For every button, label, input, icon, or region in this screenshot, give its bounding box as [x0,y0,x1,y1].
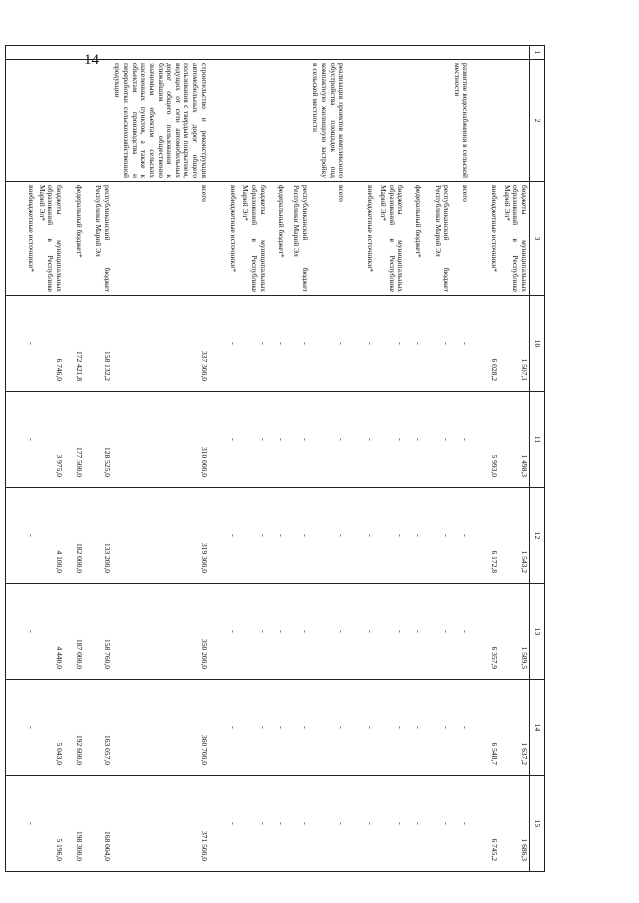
cell-value: 1 637,2 [500,680,530,776]
cell-col-1 [6,46,36,60]
cell-value: - [451,488,477,584]
cell-source: федеральный бюджет* [405,182,423,296]
cell-col-1 [405,46,423,60]
cell-source: республиканский бюджет Республики Марий Эл [286,182,310,296]
cell-value: 3 975,0 [36,392,64,488]
cell-col-1 [238,46,268,60]
cell-source: федеральный бюджет* [268,182,286,296]
cell-value: - [405,488,423,584]
cell-value: - [451,584,477,680]
cell-value: - [6,776,36,872]
table-row [64,46,84,872]
cell-value: - [268,488,286,584]
cell-measure [500,60,530,182]
cell-value: 5 043,0 [36,680,64,776]
cell-value: - [286,296,310,392]
cell-value: - [216,680,238,776]
page-number: 14 [84,52,99,68]
cell-value: - [405,680,423,776]
cell-value: 172 421,8 [64,296,84,392]
cell-value: - [423,680,451,776]
budget-table-rotated [26,45,545,871]
cell-value: 198 300,0 [64,776,84,872]
cell-col-1 [216,46,238,60]
cell-col-1 [286,46,310,60]
cell-value: - [353,296,375,392]
cell-measure: развитие водоснабжения в сельской местности [451,60,477,182]
cell-value: 360 700,0 [112,680,216,776]
cell-value: - [375,392,405,488]
cell-source: всего [451,182,477,296]
header-col-2: 2 [530,60,545,182]
cell-value: 371 500,0 [112,776,216,872]
cell-source: внебюджетные источники* [353,182,375,296]
cell-value: - [238,392,268,488]
cell-value: - [6,392,36,488]
cell-value: 1 507,1 [500,296,530,392]
cell-measure [353,60,375,182]
cell-value: - [375,488,405,584]
table-row [423,46,451,872]
cell-measure [478,60,500,182]
cell-measure [84,60,112,182]
cell-value: 182 000,0 [64,488,84,584]
cell-value: - [238,776,268,872]
cell-value: 6 172,8 [478,488,500,584]
header-col-11: 11 [530,392,545,488]
cell-value: - [238,488,268,584]
cell-value: 1 686,3 [500,776,530,872]
cell-value: - [353,776,375,872]
cell-source: республиканский бюджет Республики Марий Эл [84,182,112,296]
cell-value: - [423,296,451,392]
cell-value: - [6,488,36,584]
header-col-15: 15 [530,776,545,872]
cell-value: 319 300,0 [112,488,216,584]
cell-value: 163 057,0 [84,680,112,776]
budget-table [5,45,545,872]
table-row [405,46,423,872]
table-row [310,46,354,872]
cell-measure [216,60,238,182]
cell-value: - [423,392,451,488]
cell-value: 1 543,2 [500,488,530,584]
cell-value: - [238,680,268,776]
cell-value: - [268,680,286,776]
cell-col-1 [353,46,375,60]
cell-value: 133 200,0 [84,488,112,584]
header-col-14: 14 [530,680,545,776]
cell-source: всего [112,182,216,296]
cell-value: - [405,776,423,872]
table-row [451,46,477,872]
header-col-10: 10 [530,296,545,392]
cell-value: - [268,296,286,392]
cell-value: 1 498,3 [500,392,530,488]
cell-value: - [353,584,375,680]
cell-value: - [423,776,451,872]
cell-col-1 [310,46,354,60]
cell-value: - [405,392,423,488]
cell-col-1 [375,46,405,60]
table-row [36,46,64,872]
cell-value: - [268,392,286,488]
table-row [112,46,216,872]
cell-measure [6,60,36,182]
cell-col-1 [36,46,64,60]
cell-value: 6 028,2 [478,296,500,392]
cell-source: федеральный бюджет* [64,182,84,296]
cell-value: - [375,584,405,680]
cell-measure [423,60,451,182]
header-col-1: 1 [530,46,545,60]
cell-value: 192 600,0 [64,680,84,776]
cell-measure [375,60,405,182]
cell-measure: реализация проектов комплексного обустройства площадок под компактную жилищную застройку в сельской местности [310,60,354,182]
header-row [530,46,545,872]
cell-value: 310 000,0 [112,392,216,488]
cell-source: республиканский бюджет Республики Марий Эл [423,182,451,296]
header-col-13: 13 [530,584,545,680]
cell-value: - [6,296,36,392]
cell-value: - [405,584,423,680]
cell-value: 158 760,0 [84,584,112,680]
cell-value: - [375,776,405,872]
cell-value: 350 200,0 [112,584,216,680]
cell-value: - [310,680,354,776]
cell-value: - [451,680,477,776]
cell-value: - [310,776,354,872]
cell-value: 6 746,0 [36,296,64,392]
cell-value: - [451,776,477,872]
header-col-12: 12 [530,488,545,584]
cell-value: - [375,680,405,776]
cell-value: - [375,296,405,392]
cell-measure [286,60,310,182]
cell-value: - [286,776,310,872]
cell-col-1 [112,46,216,60]
cell-value: - [310,584,354,680]
cell-value: - [286,680,310,776]
cell-col-1 [500,46,530,60]
cell-measure [36,60,64,182]
cell-col-1 [268,46,286,60]
cell-value: - [286,584,310,680]
cell-value: - [286,392,310,488]
cell-value: - [238,584,268,680]
cell-source: бюджеты муниципальных образований в Республике Марий Эл* [500,182,530,296]
cell-value: - [238,296,268,392]
cell-source: внебюджетные источники* [216,182,238,296]
table-row [268,46,286,872]
table-row [216,46,238,872]
cell-col-1 [478,46,500,60]
header-col-3: 3 [530,182,545,296]
cell-value: - [216,776,238,872]
cell-source: всего [310,182,354,296]
cell-source: внебюджетные источники* [478,182,500,296]
cell-value: - [268,584,286,680]
table-row [84,46,112,872]
cell-value: - [216,392,238,488]
table-row [286,46,310,872]
table-row [500,46,530,872]
cell-measure [268,60,286,182]
cell-measure [64,60,84,182]
cell-value: - [310,296,354,392]
table-row [6,46,36,872]
cell-value: - [423,488,451,584]
cell-value: - [423,584,451,680]
cell-value: 6 745,2 [478,776,500,872]
cell-value: - [451,296,477,392]
cell-value: 4 100,0 [36,488,64,584]
table-row [478,46,500,872]
table-row [375,46,405,872]
cell-value: - [353,392,375,488]
cell-source: внебюджетные источники* [6,182,36,296]
cell-value: - [310,392,354,488]
cell-value: - [216,296,238,392]
cell-value: 177 500,0 [64,392,84,488]
cell-value: 1 589,5 [500,584,530,680]
cell-measure [405,60,423,182]
table-row [353,46,375,872]
cell-value: - [353,680,375,776]
cell-value: - [286,488,310,584]
cell-value: - [310,488,354,584]
cell-value: - [268,776,286,872]
cell-value: 6 548,7 [478,680,500,776]
cell-measure [238,60,268,182]
cell-value: 4 440,0 [36,584,64,680]
cell-value: 337 300,0 [112,296,216,392]
cell-value: 158 132,2 [84,296,112,392]
cell-value: 5 993,0 [478,392,500,488]
cell-value: - [353,488,375,584]
cell-value: 168 004,0 [84,776,112,872]
cell-value: 187 000,0 [64,584,84,680]
cell-col-1 [423,46,451,60]
cell-measure: строительство и реконструкция автомобильных дорог общего пользования с твердым покрытием, ведущих от сети автомобильных дорог общего пользования к ближайшим общественно значимым объектам сельских населенных пунктов, а также к объектам производства и переработки сельскохозяйственной продукции [112,60,216,182]
cell-value: - [451,392,477,488]
table-row [238,46,268,872]
cell-value: - [216,488,238,584]
cell-value: 6 357,9 [478,584,500,680]
cell-value: - [216,584,238,680]
cell-col-1 [451,46,477,60]
cell-source: бюджеты муниципальных образований в Республике Марий Эл* [238,182,268,296]
cell-value: 128 525,0 [84,392,112,488]
cell-source: бюджеты муниципальных образований в Республике Марий Эл* [375,182,405,296]
cell-value: - [6,680,36,776]
cell-source: бюджеты муниципальных образований в Республике Марий Эл* [36,182,64,296]
cell-col-1 [84,46,112,60]
cell-value: - [6,584,36,680]
cell-value: 5 196,0 [36,776,64,872]
cell-value: - [405,296,423,392]
cell-col-1 [64,46,84,60]
